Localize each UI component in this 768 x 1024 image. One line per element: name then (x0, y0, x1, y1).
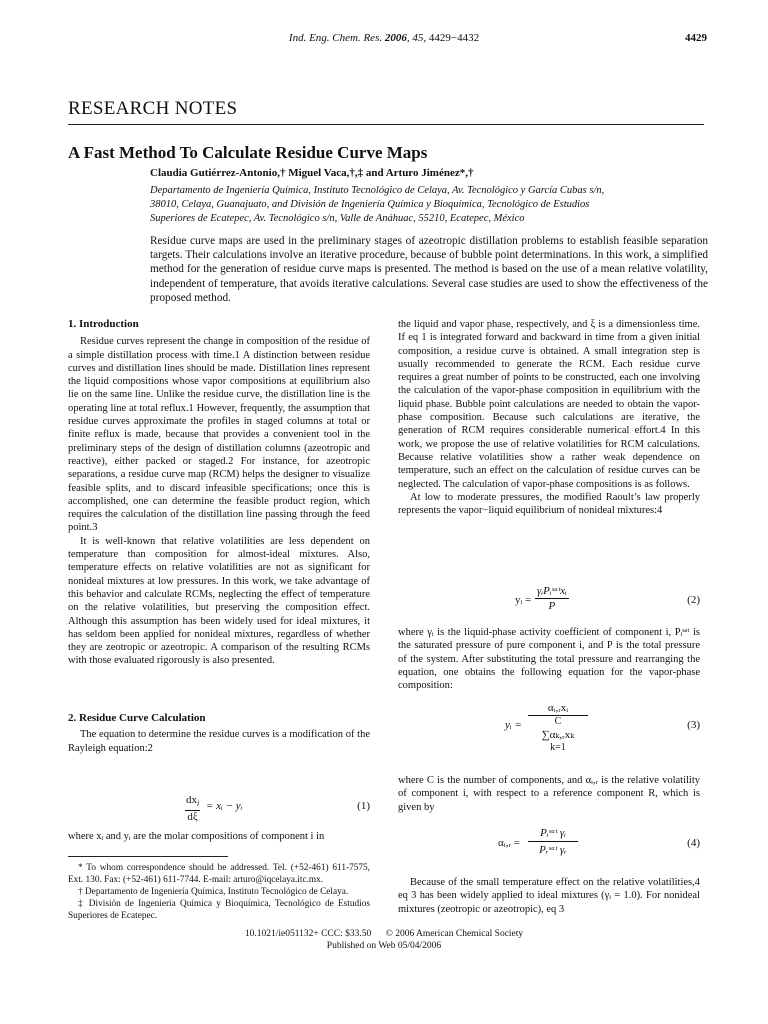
section-type: RESEARCH NOTES (68, 98, 238, 119)
page-footer (0, 928, 768, 952)
journal-pages: 4429−4432 (428, 32, 480, 44)
equation-number: (3) (687, 719, 700, 731)
footnote: * To whom correspondence should be addressed. Tel. (+52-461) 611-7575, Ext. 130. Fax: (+52-461) 611-7744. E-mail: arturo@iqcelaya.itc.mx. (68, 863, 370, 885)
affiliation-line: Superiores de Ecatepec, Av. Tecnológico s/n, Valle de Anáhuac, 55210, Ecatepec, México (150, 213, 525, 224)
right-column-text: where C is the number of components, and αᵢ,ᵣ is the relative volatility of component i, with respect to a reference component R, which is given by (398, 775, 700, 813)
equation-4: αᵢ,ᵣ = Pᵢˢᵃᵗ γᵢ Pᵣˢᵃᵗ γᵣ (4) (498, 827, 700, 856)
page-number: 4429 (685, 32, 707, 44)
right-column-text: where γᵢ is the liquid-phase activity coefficient of component i, Pᵢˢᵃᵗ is the saturated pressure of pure component i, and P is the total pressure of the system. After substituting the total pressure and rearranging the equation, one obtains the following equation for the vapor-phase composition: (398, 627, 700, 692)
section2-paragraph: The equation to determine the residue curves is a modification of the Rayleigh equation:2 (68, 729, 370, 754)
intro-paragraph: It is well-known that relative volatilities are less dependent on temperature than composition for almost-ideal mixtures. Also, temperature effects on relative volatilities are not as significant for nonideal mixtures at low pressures. In this work, we take advantage of this behavior and calculate RCMs, neglecting the effect of temperature on the relative volatilities, but preserving the composition effect. Although this assumption has been widely used for ideal mixtures, it has seldom been applied for nonideal mixtures, regardless of whether they are zeotropic or azeotropic. A comparison of the resulting RCMs with those evaluated rigorously is also presented. (68, 535, 370, 667)
footnote: † Departamento de Ingeniería Química, Instituto Tecnológico de Celaya. (78, 887, 349, 897)
affiliations (150, 184, 710, 226)
published-date: Published on Web 05/04/2006 (326, 941, 442, 951)
equation-number: (1) (357, 800, 370, 812)
affiliation-line: Departamento de Ingeniería Química, Instituto Tecnológico de Celaya, Av. Tecnológico y García Cubas s/n, (150, 185, 605, 196)
journal-name: Ind. Eng. Chem. Res. (288, 32, 383, 44)
residue-curve-section (68, 712, 370, 755)
doi: 10.1021/ie051132+ CCC: $33.50 (244, 929, 372, 939)
intro-paragraph: Residue curves represent the change in composition of the residue of a simple distillation process with time.1 A distinction between residue curves and distillation lines should be made. Distillation lines represent the liquid compositions whose vapor compositions at equilibrium also lie on the same line. Unlike the residue curve, the distillation line is the operating line at total reflux.1 However, frequently, the assumption that residue curves approximate the profiles in staged columns at total or finite reflux is made, because that provides a convenient tool in the preliminary steps of the design of distillation columns (azeotropic and reactive), either packed or staged.2 For instance, for azeotropic separations, a residue curve map (RCM) helps the designer to visualize feasible splits, and to discard infeasible specifications; once this is accomplished, one can determine the feasible product region, which requires the calculation of the distillation line passing through the feed point.3 (68, 336, 370, 534)
equation-2: yᵢ = γᵢPᵢˢᵃᵗxᵢ P (2) (515, 585, 700, 612)
footnote: ‡ División de Ingeniería Química y Bioquímica, Tecnológico de Estudios Superiores de Ecatepec. (68, 899, 370, 921)
affiliation-line: 38010, Celaya, Guanajuato, and División de Ingeniería Química y Bioquímica, Tecnológico de Estudios (150, 199, 590, 210)
footnote-rule (68, 856, 228, 857)
equation-number: (2) (687, 594, 700, 606)
right-column-text: Because of the small temperature effect on the relative volatilities,4 eq 3 has been widely applied to ideal mixtures (γᵢ = 1.0). For nonideal mixtures (zeotropic or azeotropic), eq 3 (398, 877, 700, 915)
section2-continuation: where xᵢ and yᵢ are the molar compositions of component i in (68, 831, 325, 842)
equation-1: $dx_i$ dξ = xᵢ − yᵢ (1) (186, 794, 370, 824)
section-heading-residue-curve: 2. Residue Curve Calculation (68, 712, 206, 724)
paper-title: A Fast Method To Calculate Residue Curve Maps (68, 143, 428, 162)
equation-number: (4) (687, 837, 700, 849)
footnotes (68, 862, 370, 922)
journal-year: 2006 (384, 32, 407, 44)
journal-volume: 45 (412, 32, 424, 44)
section-heading-introduction: 1. Introduction (68, 318, 139, 330)
copyright: © 2006 American Chemical Society (385, 929, 524, 939)
section-rule (68, 124, 704, 125)
equation-3: yᵢ = αᵢ,ᵣxᵢ C ∑αₖ,ᵣxₖ k=1 (3) (505, 702, 700, 753)
introduction-section (68, 318, 370, 668)
abstract: Residue curve maps are used in the preliminary stages of azeotropic distillation problems to establish feasible separation targets. Their calculations involve an iterative procedure, because of bubble point determinations. In this work, a simplified method for the generation of residue curve maps is presented. The method is based on the use of a mean relative volatility, independent of temperature, that avoids iterative calculations. Several case studies are used to show the effectiveness of the proposed method. (150, 235, 708, 304)
authors: Claudia Gutiérrez-Antonio,† Miguel Vaca,†,‡ and Arturo Jiménez*,† (150, 167, 474, 179)
right-column-text: the liquid and vapor phase, respectively, and ξ is a dimensionless time. If eq 1 is integrated forward and backward in time from a given initial composition, a residue curve is obtained. A small integration step is usually recommended to generate the RCM. Each residue curve requires a great number of points to be constructed, each one involving the calculation of the vapor-phase composition in equilibrium with the liquid phase. Bubble point calculations are needed to obtain the vapor-phase composition. Because such calculations are iterative, the generation of RCM requires considerable numerical effort.4 In this work, we propose the use of relative volatilities for RCM calculations. Because relative volatilities show a rather weak dependence on temperature, such an effect on the calculation of residue curves can be neglected. The calculation of vapor-phase compositions is as follows. At low to moderate pressures, the modified Raoult’s law properly represents the vapor−liquid equilibrium of nonideal mixtures:4 (398, 319, 700, 517)
